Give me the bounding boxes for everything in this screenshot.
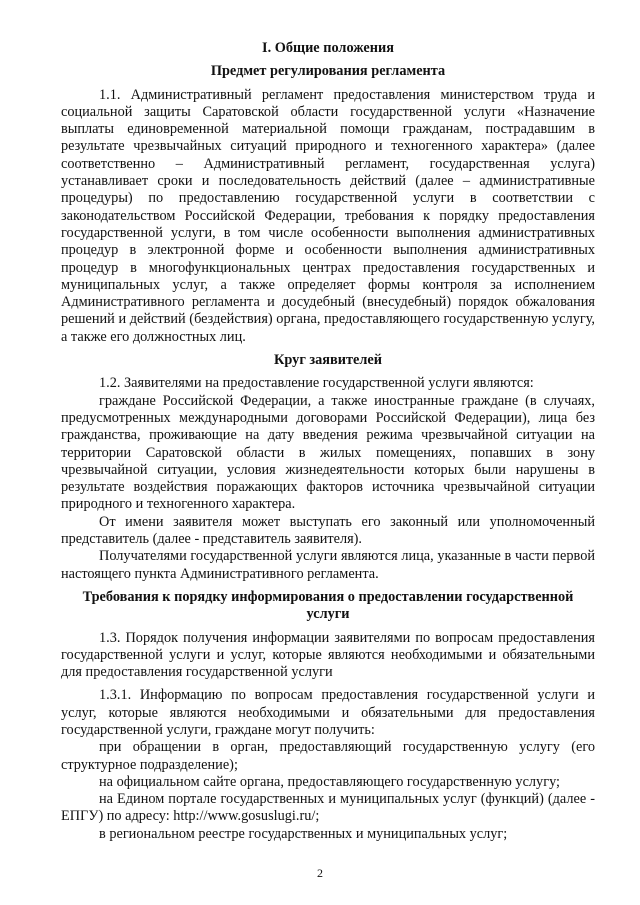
list-item-organ: при обращении в орган, предоставляющий государственную услугу (его структурное подразделение);	[61, 739, 595, 773]
document-body	[61, 40, 595, 843]
list-item-official-site: на официальном сайте органа, предоставляющего государственную услугу;	[99, 773, 561, 790]
section-title: I. Общие положения	[262, 40, 394, 56]
paragraph-1-3: 1.3. Порядок получения информации заявителями по вопросам предоставления государственной услуги и услуг, которые являются необходимыми и обязательными для предоставления государственной услуги	[61, 629, 595, 681]
paragraph-1-3-1: 1.3.1. Информацию по вопросам предоставления государственной услуги и услуг, которые являются необходимыми и обязательными для предоставления государственной услуги, граждане могут получить:	[61, 687, 595, 738]
page-number: 2	[317, 866, 323, 880]
paragraph-representative: От имени заявителя может выступать его законный или уполномоченный представитель (далее - представитель заявителя).	[61, 513, 595, 548]
paragraph-1-2-citizens: граждане Российской Федерации, а также иностранные граждане (в случаях, предусмотренных международными договорами Российской Федерации), лица без гражданства, проживающие на дату введения режима чрезвычайной ситуации на территории Саратовской области в жилых помещениях, попавших в зону чрезвычайной ситуации, условия жизнедеятельности которых были нарушены в результате воздействия поражающих факторов источника чрезвычайной ситуации природного и техногенного характера.	[61, 392, 595, 513]
list-item-epgu: на Едином портале государственных и муниципальных услуг (функций) (далее - ЕПГУ) по адресу: http://www.gosuslugi.ru/;	[61, 791, 595, 825]
paragraph-recipients: Получателями государственной услуги являются лица, указанные в части первой настоящего пункта Административного регламента.	[61, 548, 595, 582]
subsection-title-regulation-subject: Предмет регулирования регламента	[210, 63, 446, 80]
subsection-title-informing: Требования к порядку информирования о предоставлении государственной услуги	[82, 588, 574, 623]
paragraph-1-1: 1.1. Административный регламент предоставления министерством труда и социальной защиты Саратовской области государственной услуги «Назначение выплаты единовременной материальной помощи гражданам, пострадавшим в результате чрезвычайных ситуаций природного и техногенного характера» (далее соответственно – Административный регламент, государственная услуга) устанавливает сроки и последовательность действий (далее – административные процедуры) по предоставлению государственной услуги в соответствии с законодательством Российской Федерации, требования к порядку предоставления государственной услуги, в том числе особенности выполнения административных процедур в электронной форме и особенности выполнения административных процедур в многофункциональных центрах предоставления государственных и муниципальных услуг, а также определяет формы контроля за исполнением Административного регламента и досудебный (внесудебный) порядок обжалования решений и действий (бездействия) органа, предоставляющего государственную услугу, а также его должностных лиц.	[61, 86, 595, 345]
subsection-title-applicants: Круг заявителей	[274, 352, 382, 369]
list-item-regional-registry: в региональном реестре государственных и муниципальных услуг;	[99, 825, 508, 842]
paragraph-1-2: 1.2. Заявителями на предоставление государственной услуги являются:	[99, 375, 534, 392]
